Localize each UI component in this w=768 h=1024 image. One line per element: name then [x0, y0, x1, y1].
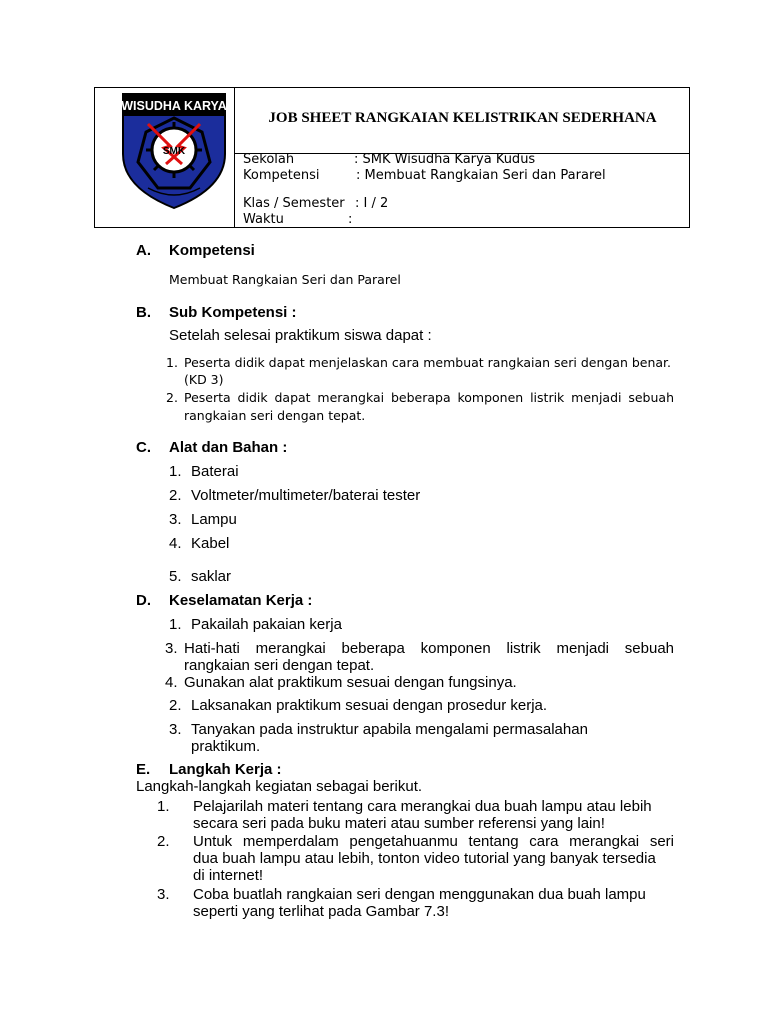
section-a-letter: A. [136, 242, 151, 259]
section-b-title: Sub Kompetensi : [169, 304, 297, 321]
langkah-2-num: 2. [157, 833, 170, 850]
info-label-sekolah: Sekolah [243, 152, 295, 167]
langkah-2-line2: dua buah lampu atau lebih, tonton video tutorial yang banyak tersedia [193, 850, 656, 867]
section-e-intro: Langkah-langkah kegiatan sebagai berikut. [136, 778, 423, 795]
logo-monogram: SMK [162, 146, 186, 157]
info-label-waktu: Waktu [243, 212, 284, 227]
alat-3-text: Lampu [191, 511, 237, 528]
alat-1-num: 1. [169, 463, 182, 480]
section-c-title: Alat dan Bahan : [169, 439, 288, 456]
k3-1-text: Pakailah pakaian kerja [191, 616, 342, 633]
alat-2-num: 2. [169, 487, 182, 504]
section-b-letter: B. [136, 304, 151, 321]
alat-1-text: Baterai [191, 463, 239, 480]
sub-komp-2-num: 2. [166, 390, 178, 405]
langkah-1-line2: secara seri pada buku materi atau sumber referensi yang lain! [193, 815, 605, 832]
document-title: JOB SHEET RANGKAIAN KELISTRIKAN SEDERHANA [268, 110, 657, 126]
langkah-2-line3: di internet! [193, 867, 264, 884]
section-d-letter: D. [136, 592, 151, 609]
k3-2-line1: Hati-hati merangkai beberapa komponen listrik menjadi sebuah [184, 640, 674, 657]
k3-4-text: Laksanakan praktikum sesuai dengan prosedur kerja. [191, 697, 548, 714]
info-value-sekolah: : SMK Wisudha Karya Kudus [354, 152, 536, 167]
logo-text: WISUDHA KARYA [121, 99, 227, 113]
sub-komp-1-line2: (KD 3) [184, 372, 224, 387]
sub-komp-1-line1: Peserta didik dapat menjelaskan cara membuat rangkaian seri dengan benar. [184, 355, 672, 370]
section-a-title: Kompetensi [169, 242, 255, 259]
alat-4-num: 4. [169, 535, 182, 552]
k3-2-num: 3. [165, 640, 178, 657]
k3-5-line2: praktikum. [191, 738, 261, 755]
header-divider-vertical [234, 87, 235, 228]
k3-5-line1: Tanyakan pada instruktur apabila mengalami permasalahan [191, 721, 588, 738]
sub-komp-2-line1: Peserta didik dapat merangkai beberapa komponen listrik menjadi sebuah [184, 390, 674, 405]
section-c-letter: C. [136, 439, 151, 456]
k3-3-num: 4. [165, 674, 178, 691]
sub-komp-2-line2: rangkaian seri dengan tepat. [184, 408, 366, 423]
section-a-text: Membuat Rangkaian Seri dan Pararel [169, 272, 401, 287]
section-e-letter: E. [136, 761, 151, 778]
alat-5-num: 5. [169, 568, 182, 585]
k3-4-num: 2. [169, 697, 182, 714]
info-value-waktu: : [348, 212, 353, 227]
info-label-klas: Klas / Semester [243, 196, 345, 211]
langkah-2-line1: Untuk memperdalam pengetahuanmu tentang cara merangkai seri [193, 833, 674, 850]
langkah-1-num: 1. [157, 798, 170, 815]
alat-4-text: Kabel [191, 535, 230, 552]
langkah-3-line2: seperti yang terlihat pada Gambar 7.3! [193, 903, 449, 920]
section-b-intro: Setelah selesai praktikum siswa dapat : [169, 327, 432, 344]
k3-2-line2: rangkaian seri dengan tepat. [184, 657, 375, 674]
info-value-klas: : I / 2 [355, 196, 389, 211]
k3-5-num: 3. [169, 721, 182, 738]
section-e-title: Langkah Kerja : [169, 761, 282, 778]
k3-3-text: Gunakan alat praktikum sesuai dengan fungsinya. [184, 674, 517, 691]
info-label-kompetensi: Kompetensi [243, 168, 320, 183]
langkah-3-num: 3. [157, 886, 170, 903]
section-d-title: Keselamatan Kerja : [169, 592, 313, 609]
alat-2-text: Voltmeter/multimeter/baterai tester [191, 487, 421, 504]
info-value-kompetensi: : Membuat Rangkaian Seri dan Pararel [356, 168, 606, 183]
langkah-1-line1: Pelajarilah materi tentang cara merangkai dua buah lampu atau lebih [193, 798, 652, 815]
langkah-3-line1: Coba buatlah rangkaian seri dengan menggunakan dua buah lampu [193, 886, 646, 903]
sub-komp-1-num: 1. [166, 355, 178, 370]
alat-3-num: 3. [169, 511, 182, 528]
alat-5-text: saklar [191, 568, 232, 585]
school-logo [120, 92, 228, 210]
k3-1-num: 1. [169, 616, 182, 633]
